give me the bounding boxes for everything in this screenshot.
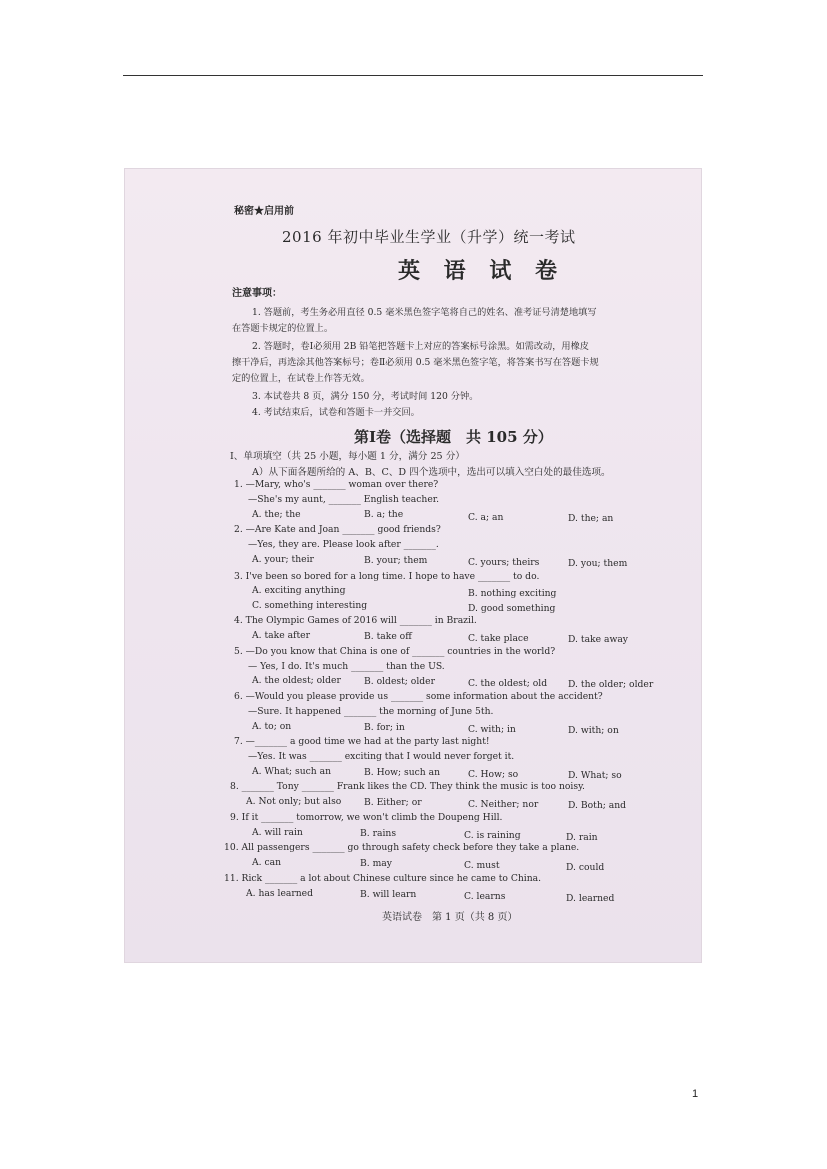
option-b: B. How; such an [364,767,441,778]
option-a: A. the oldest; older [252,675,341,686]
option-c: C. yours; theirs [468,557,540,568]
option-d: D. What; so [568,770,622,781]
option-d: D. Both; and [568,800,627,811]
option-d: D. good something [468,603,556,614]
option-d: D. rain [566,832,598,843]
option-a: A. What; such an [252,766,332,777]
option-a: A. to; on [252,721,292,732]
note-line: 在答题卡规定的位置上。 [232,323,334,334]
question-stem: —She's my aunt, _______ English teacher. [248,494,440,505]
option-d: D. learned [566,893,615,904]
option-d: D. could [566,862,605,873]
option-a: A. has learned [246,888,313,899]
option-c: C. something interesting [252,600,368,611]
note-line: 2. 答题时，卷Ⅰ必须用 2B 铅笔把答题卡上对应的答案标号涂黑。如需改动，用橡皮 [252,341,589,352]
section-title: Ⅰ、单项填空（共 25 小题，每小题 1 分，满分 25 分） [230,451,465,462]
option-b: B. nothing exciting [468,588,557,599]
question-stem: —Yes, they are. Please look after _______. [248,539,439,550]
question-stem: 9. If it _______ tomorrow, we won't climb the Doupeng Hill. [230,812,503,823]
option-b: B. Either; or [364,797,422,808]
note-line: 定的位置上，在试卷上作答无效。 [232,373,370,384]
option-b: B. take off [364,631,412,642]
option-b: B. may [360,858,392,869]
question-stem: 2. —Are Kate and Joan _______ good friends? [234,524,441,535]
option-a: A. exciting anything [252,585,346,596]
option-c: C. is raining [464,830,521,841]
option-a: A. will rain [252,827,303,838]
question-stem: 6. —Would you please provide us _______ some information about the accident? [234,691,603,702]
option-d: D. you; them [568,558,628,569]
option-c: C. the oldest; old [468,678,548,689]
question-stem: 8. _______ Tony _______ Frank likes the CD. They think the music is too noisy. [230,781,585,792]
notes-title: 注意事项： [232,288,282,299]
note-line: 3. 本试卷共 8 页，满分 150 分，考试时间 120 分钟。 [252,391,479,402]
option-b: B. oldest; older [364,676,435,687]
option-b: B. your; them [364,555,428,566]
question-stem: 3. I've been so bored for a long time. I hope to have _______ to do. [234,571,540,582]
page-footer: 英语试卷 第 1 页（共 8 页） [382,912,518,923]
option-c: C. take place [468,633,529,644]
option-c: C. How; so [468,769,519,780]
note-line: 擦干净后，再选涂其他答案标号；卷Ⅱ必须用 0.5 毫米黑色签字笔，将答案书写在答题卡规 [232,357,599,368]
option-d: D. take away [568,634,628,645]
option-c: C. learns [464,891,506,902]
option-d: D. the older; older [568,679,654,690]
note-line: 4. 考试结束后，试卷和答题卡一并交回。 [252,407,420,418]
part-title: 第Ⅰ卷（选择题 共 105 分） [354,428,553,446]
question-stem: 4. The Olympic Games of 2016 will _______ in Brazil. [234,615,477,626]
option-b: B. for; in [364,722,405,733]
option-a: A. your; their [252,554,314,565]
option-b: B. rains [360,828,397,839]
header-rule [123,75,703,76]
question-stem: — Yes, I do. It's much _______ than the US. [248,661,445,672]
question-stem: 7. —_______ a good time we had at the party last night! [234,736,490,747]
option-a: A. take after [252,630,310,641]
option-c: C. with; in [468,724,516,735]
section-instruction: A）从下面各题所给的 A、B、C、D 四个选项中，选出可以填入空白处的最佳选项。 [252,467,611,478]
question-stem: 1. —Mary, who's _______ woman over there? [234,479,439,490]
option-a: A. Not only; but also [246,796,342,807]
option-d: D. the; an [568,513,614,524]
option-c: C. must [464,860,500,871]
note-line: 1. 答题前，考生务必用直径 0.5 毫米黑色签字笔将自己的姓名、准考证号清楚地填写 [252,307,597,318]
option-c: C. a; an [468,512,504,523]
question-stem: 11. Rick _______ a lot about Chinese culture since he came to China. [224,873,542,884]
question-stem: —Yes. It was _______ exciting that I would never forget it. [248,751,515,762]
option-b: B. will learn [360,889,417,900]
subject-title: 英 语 试 卷 [398,258,565,284]
scanned-exam-page [124,168,702,963]
option-a: A. can [252,857,282,868]
option-b: B. a; the [364,509,404,520]
page-number: 1 [692,1088,699,1100]
option-d: D. with; on [568,725,619,736]
question-stem: 5. —Do you know that China is one of _______ countries in the world? [234,646,556,657]
question-stem: 10. All passengers _______ go through safety check before they take a plane. [224,842,580,853]
question-stem: —Sure. It happened _______ the morning of June 5th. [248,706,494,717]
option-c: C. Neither; nor [468,799,539,810]
option-a: A. the; the [252,509,301,520]
exam-title: 2016 年初中毕业生学业（升学）统一考试 [282,228,576,246]
secret-mark: 秘密★启用前 [234,206,294,217]
